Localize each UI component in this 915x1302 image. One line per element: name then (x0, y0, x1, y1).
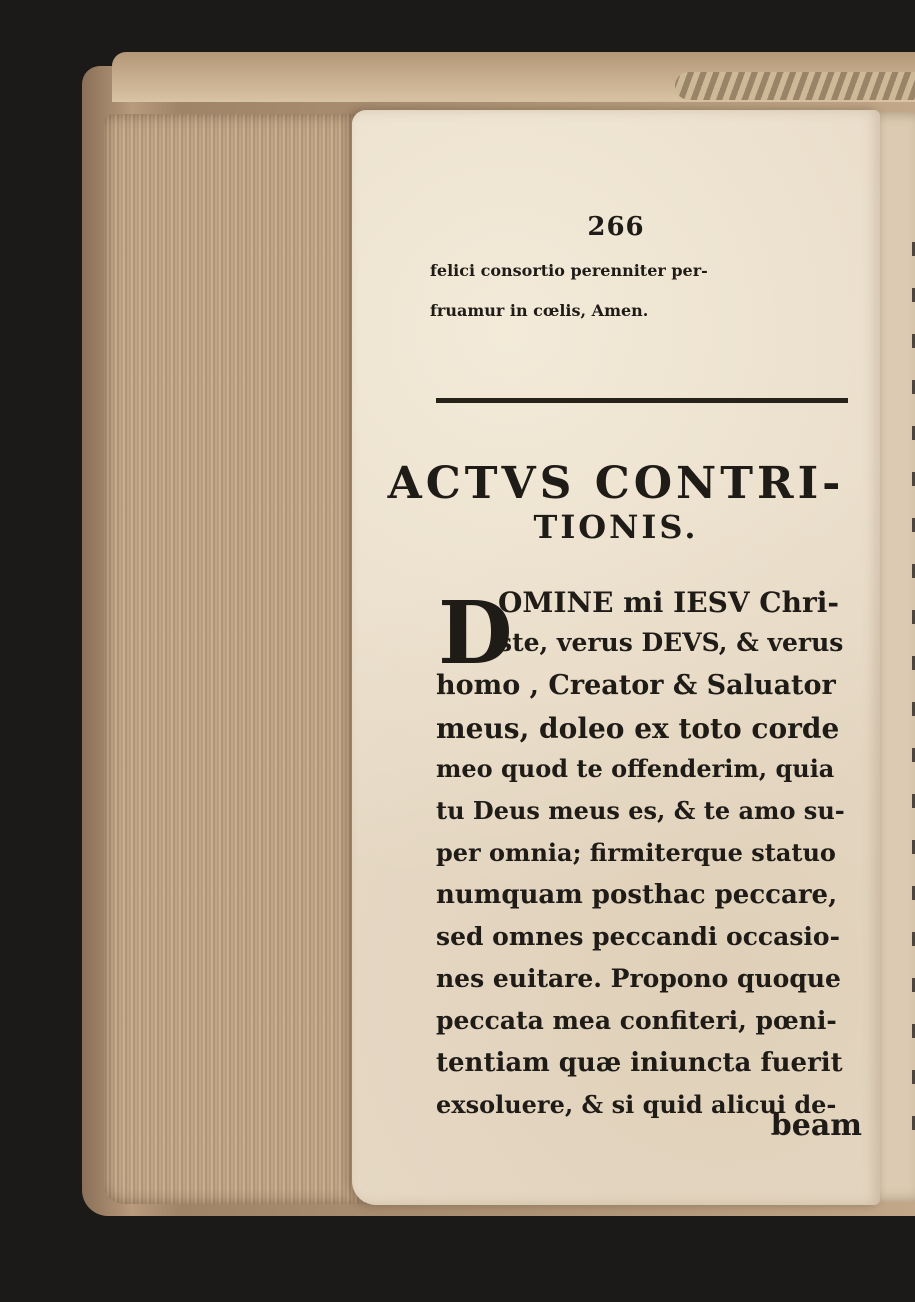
body-line: tentiam quæ iniuncta fuerit (436, 1048, 843, 1078)
body-line: numquam posthac peccare, (436, 880, 838, 910)
body-line: nes euitare. Propono quoque (436, 964, 841, 993)
drop-cap: D (438, 583, 513, 684)
catchword: beam (770, 1108, 862, 1143)
continued-text-line: fruamur in cœlis, Amen. (430, 301, 649, 320)
body-line: homo , Creator & Saluator (436, 670, 836, 701)
body-line: OMINE mi IESV Chri- (498, 586, 839, 619)
body-line: peccata mea confiteri, pœni- (436, 1006, 837, 1035)
body-line: meus, doleo ex toto corde (436, 712, 840, 745)
page-edges (104, 114, 372, 1204)
binding-cord (675, 72, 915, 100)
section-divider (436, 398, 848, 403)
book-page (352, 110, 880, 1205)
book (82, 52, 915, 1222)
body-line: tu Deus meus es, & te amo su- (436, 796, 845, 825)
body-line: per omnia; firmiterque statuo (436, 838, 836, 867)
page-number: 266 (587, 212, 645, 242)
page-text (352, 110, 880, 1205)
section-title-continued: TIONIS. (533, 508, 699, 546)
section-title: ACTVS CONTRI- (387, 458, 845, 509)
body-line: sed omnes peccandi occasio- (436, 922, 840, 951)
body-line: exsoluere, & si quid alicui de- (436, 1090, 837, 1119)
body-line: ste, verus DEVS, & verus (498, 628, 844, 657)
continued-text-line: felici consortio perenniter per- (430, 261, 708, 280)
body-line: meo quod te offenderim, quia (436, 754, 835, 783)
